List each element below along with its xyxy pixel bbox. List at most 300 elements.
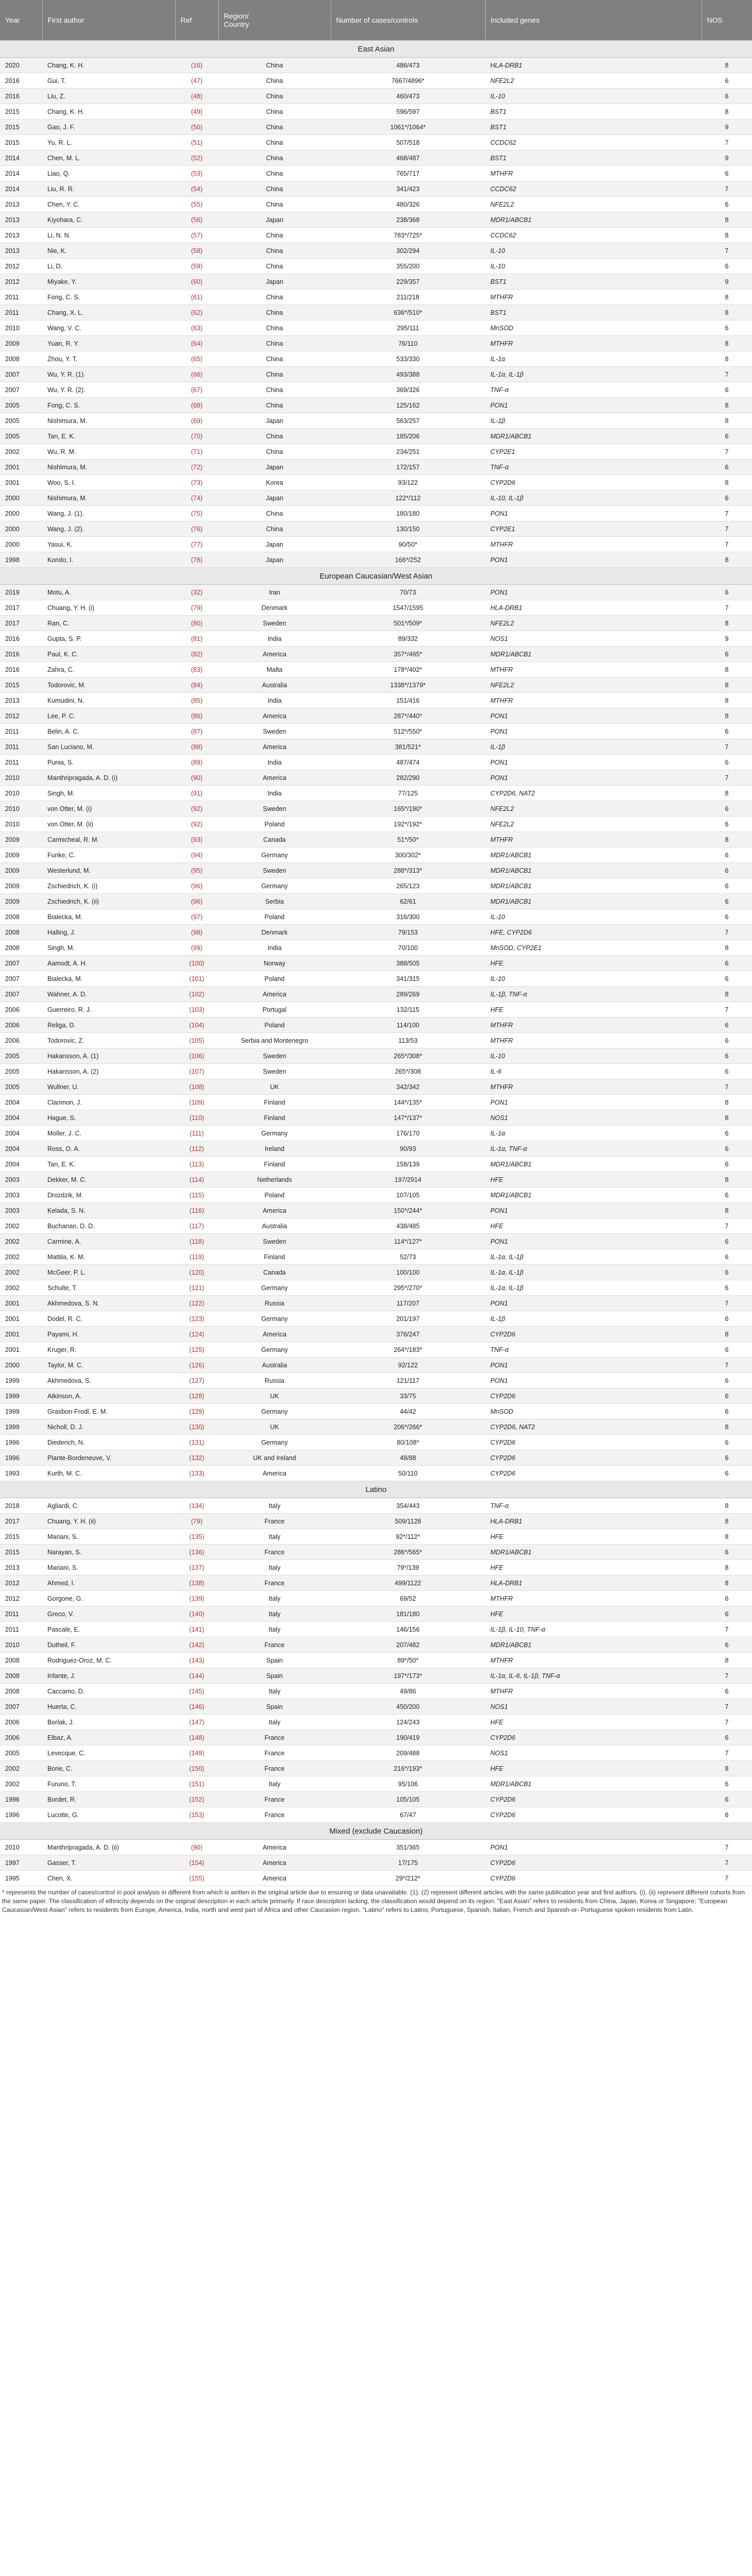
table-row: [0, 104, 752, 120]
cell-region: Germany: [218, 1126, 331, 1141]
section-header-row: [0, 1481, 752, 1498]
table-row: [0, 739, 752, 755]
cell-cases-controls: 80/108*: [331, 1435, 485, 1450]
cell-included-genes: PON1: [485, 1296, 702, 1311]
cell-region: Italy: [218, 1591, 331, 1606]
cell-year: 1999: [0, 1404, 42, 1419]
cell-first-author: Ross, O. A.: [42, 1141, 175, 1157]
cell-cases-controls: 369/326: [331, 382, 485, 398]
cell-ref: (110): [175, 1110, 218, 1126]
cell-ref: (91): [175, 786, 218, 801]
cell-region: China: [218, 367, 331, 382]
table-row: [0, 956, 752, 971]
cell-ref: (137): [175, 1560, 218, 1575]
cell-cases-controls: 176/170: [331, 1126, 485, 1141]
cell-first-author: Pascale, E.: [42, 1622, 175, 1637]
cell-year: 2000: [0, 521, 42, 537]
cell-ref: (152): [175, 1792, 218, 1807]
cell-first-author: Zahra, C.: [42, 662, 175, 677]
cell-cases-controls: 499/1122: [331, 1575, 485, 1591]
cell-cases-controls: 450/200: [331, 1699, 485, 1715]
cell-first-author: Mariani, S.: [42, 1560, 175, 1575]
cell-included-genes: IL-10: [485, 971, 702, 987]
cell-ref: (82): [175, 647, 218, 662]
cell-region: UK and Ireland: [218, 1450, 331, 1466]
cell-nos: 6: [702, 1064, 752, 1079]
cell-region: France: [218, 1730, 331, 1745]
cell-included-genes: MDR1/ABCB1: [485, 878, 702, 894]
cell-ref: (32): [175, 585, 218, 600]
cell-nos: 7: [702, 1218, 752, 1234]
cell-first-author: Bialecka, M.: [42, 971, 175, 987]
cell-nos: 8: [702, 1203, 752, 1218]
cell-first-author: Agliardi, C.: [42, 1498, 175, 1514]
cell-cases-controls: 93/122: [331, 475, 485, 490]
cell-included-genes: IL-10, IL-1β: [485, 490, 702, 506]
cell-first-author: Chuang, Y. H. (ii): [42, 1514, 175, 1529]
cell-year: 2008: [0, 925, 42, 940]
cell-first-author: Caccamo, D.: [42, 1684, 175, 1699]
cell-nos: 8: [702, 228, 752, 243]
cell-included-genes: CYP2D6, NAT2: [485, 786, 702, 801]
cell-year: 2004: [0, 1126, 42, 1141]
cell-cases-controls: 765/717: [331, 166, 485, 181]
cell-first-author: Gupta, S. P.: [42, 631, 175, 647]
cell-included-genes: PON1: [485, 1840, 702, 1855]
cell-cases-controls: 92/122: [331, 1358, 485, 1373]
table-row: [0, 290, 752, 305]
cell-first-author: Wang, J. (2).: [42, 521, 175, 537]
table-row: [0, 1699, 752, 1715]
table-row: [0, 490, 752, 506]
cell-nos: 6: [702, 956, 752, 971]
cell-ref: (61): [175, 290, 218, 305]
cell-region: Sweden: [218, 724, 331, 739]
cell-included-genes: PON1: [485, 585, 702, 600]
cell-nos: 6: [702, 1234, 752, 1249]
cell-ref: (71): [175, 444, 218, 460]
cell-region: America: [218, 1840, 331, 1855]
cell-first-author: Akhmedova, S.: [42, 1373, 175, 1388]
cell-ref: (90): [175, 1840, 218, 1855]
table-row: [0, 537, 752, 552]
cell-region: India: [218, 631, 331, 647]
cell-included-genes: CYP2D6: [485, 1730, 702, 1745]
cell-region: China: [218, 290, 331, 305]
cell-region: Italy: [218, 1498, 331, 1514]
cell-cases-controls: 388/505: [331, 956, 485, 971]
cell-region: Japan: [218, 490, 331, 506]
cell-nos: 6: [702, 1606, 752, 1622]
cell-included-genes: PON1: [485, 506, 702, 521]
cell-ref: (50): [175, 120, 218, 135]
cell-first-author: Nishimura, M.: [42, 490, 175, 506]
cell-region: Australia: [218, 1358, 331, 1373]
cell-first-author: McGeer, P. L.: [42, 1265, 175, 1280]
cell-year: 2002: [0, 444, 42, 460]
cell-region: China: [218, 382, 331, 398]
cell-first-author: Levecque, C.: [42, 1745, 175, 1761]
cell-included-genes: NOS1: [485, 1699, 702, 1715]
cell-ref: (62): [175, 305, 218, 320]
cell-cases-controls: 79/153: [331, 925, 485, 940]
cell-first-author: Kelada, S. N.: [42, 1203, 175, 1218]
cell-nos: 8: [702, 336, 752, 351]
table-row: [0, 1172, 752, 1188]
cell-cases-controls: 165*/190*: [331, 801, 485, 817]
cell-included-genes: NOS1: [485, 1110, 702, 1126]
table-row: [0, 848, 752, 863]
cell-year: 2005: [0, 1048, 42, 1064]
cell-included-genes: PON1: [485, 1203, 702, 1218]
cell-ref: (136): [175, 1545, 218, 1560]
cell-region: Sweden: [218, 863, 331, 878]
cell-cases-controls: 357*/495*: [331, 647, 485, 662]
cell-first-author: Rodriguez-Oroz, M. C.: [42, 1653, 175, 1668]
cell-region: China: [218, 506, 331, 521]
cell-first-author: Punia, S.: [42, 755, 175, 770]
cell-cases-controls: 533/330: [331, 351, 485, 367]
cell-ref: (120): [175, 1265, 218, 1280]
cell-region: Denmark: [218, 600, 331, 616]
cell-included-genes: CYP2E1: [485, 444, 702, 460]
cell-year: 2010: [0, 817, 42, 832]
table-body: [0, 41, 752, 1886]
cell-year: 2020: [0, 58, 42, 73]
cell-nos: 6: [702, 73, 752, 89]
cell-nos: 8: [702, 832, 752, 848]
cell-included-genes: MDR1/ABCB1: [485, 1188, 702, 1203]
table-row: [0, 413, 752, 429]
cell-included-genes: MDR1/ABCB1: [485, 647, 702, 662]
table-row: [0, 351, 752, 367]
cell-cases-controls: 295*/270*: [331, 1280, 485, 1296]
cell-year: 2005: [0, 413, 42, 429]
cell-year: 2002: [0, 1761, 42, 1776]
cell-region: France: [218, 1807, 331, 1823]
table-row: [0, 1249, 752, 1265]
cell-cases-controls: 192*/192*: [331, 817, 485, 832]
table-row: [0, 197, 752, 212]
cell-first-author: Singh, M.: [42, 786, 175, 801]
cell-year: 2010: [0, 801, 42, 817]
table-row: [0, 1871, 752, 1886]
cell-first-author: Nishimura, M.: [42, 413, 175, 429]
cell-included-genes: CYP2D6: [485, 1792, 702, 1807]
cell-year: 2016: [0, 631, 42, 647]
cell-first-author: Buchanan, D. D.: [42, 1218, 175, 1234]
cell-ref: (96): [175, 878, 218, 894]
cell-ref: (141): [175, 1622, 218, 1637]
table-row: [0, 786, 752, 801]
cell-cases-controls: 69/52: [331, 1591, 485, 1606]
cell-region: Japan: [218, 274, 331, 290]
cell-region: Germany: [218, 1342, 331, 1358]
cell-included-genes: PON1: [485, 1373, 702, 1388]
cell-included-genes: CYP2D6: [485, 1435, 702, 1450]
cell-included-genes: HFE: [485, 1172, 702, 1188]
cell-cases-controls: 151/416: [331, 693, 485, 708]
cell-ref: (149): [175, 1745, 218, 1761]
cell-nos: 7: [702, 1699, 752, 1715]
cell-ref: (99): [175, 940, 218, 956]
cell-cases-controls: 150*/244*: [331, 1203, 485, 1218]
cell-region: Canada: [218, 1265, 331, 1280]
cell-cases-controls: 70/100: [331, 940, 485, 956]
cell-nos: 8: [702, 1498, 752, 1514]
table-row: [0, 1807, 752, 1823]
table-row: [0, 1110, 752, 1126]
cell-region: Serbia and Montenegro: [218, 1033, 331, 1048]
cell-year: 2004: [0, 1141, 42, 1157]
cell-included-genes: MDR1/ABCB1: [485, 863, 702, 878]
cell-first-author: Motu, A.: [42, 585, 175, 600]
cell-nos: 6: [702, 166, 752, 181]
cell-year: 2008: [0, 351, 42, 367]
cell-ref: (140): [175, 1606, 218, 1622]
cell-region: India: [218, 940, 331, 956]
cell-included-genes: MTHFR: [485, 537, 702, 552]
cell-nos: 7: [702, 1840, 752, 1855]
cell-year: 2017: [0, 616, 42, 631]
cell-year: 1996: [0, 1792, 42, 1807]
table-row: [0, 662, 752, 677]
cell-first-author: Kiyohara, C.: [42, 212, 175, 228]
cell-nos: 7: [702, 925, 752, 940]
cell-nos: 8: [702, 1653, 752, 1668]
cell-region: China: [218, 259, 331, 274]
cell-cases-controls: 125/162: [331, 398, 485, 413]
cell-year: 2008: [0, 940, 42, 956]
cell-included-genes: IL-10: [485, 89, 702, 104]
cell-ref: (113): [175, 1157, 218, 1172]
cell-cases-controls: 76/110: [331, 336, 485, 351]
table-row: [0, 1730, 752, 1745]
cell-region: Germany: [218, 848, 331, 863]
table-row: [0, 1033, 752, 1048]
cell-ref: (79): [175, 600, 218, 616]
cell-ref: (104): [175, 1018, 218, 1033]
cell-year: 2011: [0, 1606, 42, 1622]
cell-included-genes: BST1: [485, 104, 702, 120]
cell-year: 1996: [0, 1435, 42, 1450]
cell-ref: (51): [175, 135, 218, 150]
cell-cases-controls: 33/75: [331, 1388, 485, 1404]
cell-nos: 6: [702, 1684, 752, 1699]
cell-region: Finland: [218, 1157, 331, 1172]
cell-included-genes: CYP2D6: [485, 475, 702, 490]
cell-region: Japan: [218, 212, 331, 228]
table-row: [0, 552, 752, 568]
cell-first-author: Paul, K. C.: [42, 647, 175, 662]
cell-ref: (106): [175, 1048, 218, 1064]
cell-first-author: Furuno, T.: [42, 1776, 175, 1792]
cell-cases-controls: 286*/565*: [331, 1545, 485, 1560]
cell-cases-controls: 501*/509*: [331, 616, 485, 631]
cell-first-author: Payami, H.: [42, 1327, 175, 1342]
cell-included-genes: MnSOD, CYP2E1: [485, 940, 702, 956]
table-row: [0, 1637, 752, 1653]
cell-included-genes: IL-1α: [485, 351, 702, 367]
cell-included-genes: CYP2D6: [485, 1388, 702, 1404]
cell-cases-controls: 207/482: [331, 1637, 485, 1653]
cell-nos: 8: [702, 1575, 752, 1591]
table-row: [0, 755, 752, 770]
cell-nos: 7: [702, 243, 752, 259]
table-row: [0, 1591, 752, 1606]
cell-ref: (126): [175, 1358, 218, 1373]
cell-year: 2012: [0, 708, 42, 724]
cell-region: Germany: [218, 1311, 331, 1327]
table-row: [0, 1358, 752, 1373]
cell-cases-controls: 512*/550*: [331, 724, 485, 739]
cell-cases-controls: 197*/173*: [331, 1668, 485, 1684]
cell-first-author: Diederich, N.: [42, 1435, 175, 1450]
cell-first-author: Carmine, A.: [42, 1234, 175, 1249]
cell-nos: 7: [702, 1296, 752, 1311]
cell-nos: 6: [702, 197, 752, 212]
cell-region: Italy: [218, 1622, 331, 1637]
cell-region: UK: [218, 1388, 331, 1404]
table-row: [0, 521, 752, 537]
cell-first-author: Hakansson, A. (2): [42, 1064, 175, 1079]
cell-ref: (68): [175, 398, 218, 413]
cell-nos: 8: [702, 677, 752, 693]
cell-first-author: Infante, J.: [42, 1668, 175, 1684]
cell-ref: (73): [175, 475, 218, 490]
cell-nos: 9: [702, 274, 752, 290]
cell-cases-controls: 107/105: [331, 1188, 485, 1203]
cell-region: America: [218, 987, 331, 1002]
cell-first-author: Hakansson, A. (1): [42, 1048, 175, 1064]
table-row: [0, 832, 752, 848]
cell-included-genes: HFE: [485, 1002, 702, 1018]
cell-year: 2015: [0, 104, 42, 120]
cell-first-author: Liu, R. R.: [42, 181, 175, 197]
cell-year: 2016: [0, 647, 42, 662]
cell-included-genes: IL-10: [485, 1048, 702, 1064]
cell-nos: 8: [702, 290, 752, 305]
cell-year: 2010: [0, 1840, 42, 1855]
cell-ref: (78): [175, 552, 218, 568]
table-row: [0, 1157, 752, 1172]
table-row: [0, 631, 752, 647]
cell-included-genes: PON1: [485, 1234, 702, 1249]
cell-first-author: San Luciano, M.: [42, 739, 175, 755]
cell-year: 2003: [0, 1188, 42, 1203]
cell-nos: 8: [702, 1761, 752, 1776]
cell-region: China: [218, 429, 331, 444]
cell-cases-controls: 90/93: [331, 1141, 485, 1157]
cell-included-genes: MDR1/ABCB1: [485, 1637, 702, 1653]
cell-nos: 6: [702, 1450, 752, 1466]
cell-nos: 6: [702, 1373, 752, 1388]
cell-included-genes: IL-1β: [485, 413, 702, 429]
table-row: [0, 429, 752, 444]
cell-region: Spain: [218, 1699, 331, 1715]
cell-nos: 6: [702, 1435, 752, 1450]
cell-ref: (143): [175, 1653, 218, 1668]
table-header: [0, 0, 752, 41]
table-row: [0, 1126, 752, 1141]
cell-included-genes: NFE2L2: [485, 616, 702, 631]
table-row: [0, 120, 752, 135]
cell-region: Italy: [218, 1776, 331, 1792]
cell-region: Germany: [218, 1280, 331, 1296]
cell-year: 2001: [0, 1311, 42, 1327]
cell-first-author: Schulte, T.: [42, 1280, 175, 1296]
cell-ref: (56): [175, 212, 218, 228]
cell-year: 2009: [0, 336, 42, 351]
cell-included-genes: PON1: [485, 398, 702, 413]
cell-included-genes: PON1: [485, 755, 702, 770]
cell-included-genes: MTHFR: [485, 336, 702, 351]
cell-first-author: Ran, C.: [42, 616, 175, 631]
table-row: [0, 1280, 752, 1296]
cell-included-genes: MDR1/ABCB1: [485, 212, 702, 228]
cell-ref: (122): [175, 1296, 218, 1311]
cell-region: Sweden: [218, 801, 331, 817]
cell-included-genes: MTHFR: [485, 1591, 702, 1606]
table-row: [0, 770, 752, 786]
cell-nos: 6: [702, 894, 752, 909]
cell-included-genes: MDR1/ABCB1: [485, 1157, 702, 1172]
cell-region: America: [218, 1203, 331, 1218]
cell-nos: 8: [702, 212, 752, 228]
table-row: [0, 1622, 752, 1637]
table-row: [0, 1745, 752, 1761]
table-row: [0, 1373, 752, 1388]
cell-year: 2013: [0, 212, 42, 228]
cell-included-genes: MDR1/ABCB1: [485, 1776, 702, 1792]
cell-region: Germany: [218, 878, 331, 894]
table-row: [0, 1560, 752, 1575]
cell-region: China: [218, 120, 331, 135]
cell-year: 1999: [0, 1419, 42, 1435]
cell-included-genes: IL-10: [485, 909, 702, 925]
section-title: East Asian: [0, 41, 752, 58]
cell-region: America: [218, 1871, 331, 1886]
cell-region: Canada: [218, 832, 331, 848]
cell-cases-controls: 355/200: [331, 259, 485, 274]
table-row: [0, 1545, 752, 1560]
cell-year: 1999: [0, 1373, 42, 1388]
cell-region: China: [218, 58, 331, 73]
cell-ref: (80): [175, 616, 218, 631]
cell-nos: 6: [702, 1033, 752, 1048]
cell-year: 2002: [0, 1280, 42, 1296]
cell-ref: (144): [175, 1668, 218, 1684]
cell-first-author: Yu, R. L.: [42, 135, 175, 150]
cell-ref: (118): [175, 1234, 218, 1249]
cell-ref: (60): [175, 274, 218, 290]
cell-included-genes: MTHFR: [485, 1653, 702, 1668]
table-row: [0, 274, 752, 290]
cell-year: 2014: [0, 181, 42, 197]
cell-ref: (102): [175, 987, 218, 1002]
cell-ref: (151): [175, 1776, 218, 1792]
cell-included-genes: IL-1α, IL-1β: [485, 1280, 702, 1296]
cell-first-author: Chen, M. L.: [42, 150, 175, 166]
cell-first-author: Aamodt, A. H.: [42, 956, 175, 971]
cell-year: 2008: [0, 1684, 42, 1699]
table-row: [0, 320, 752, 336]
cell-included-genes: BST1: [485, 150, 702, 166]
cell-first-author: Bordet, R.: [42, 1792, 175, 1807]
cell-nos: 8: [702, 1514, 752, 1529]
cell-cases-controls: 52/73: [331, 1249, 485, 1265]
cell-ref: (57): [175, 228, 218, 243]
